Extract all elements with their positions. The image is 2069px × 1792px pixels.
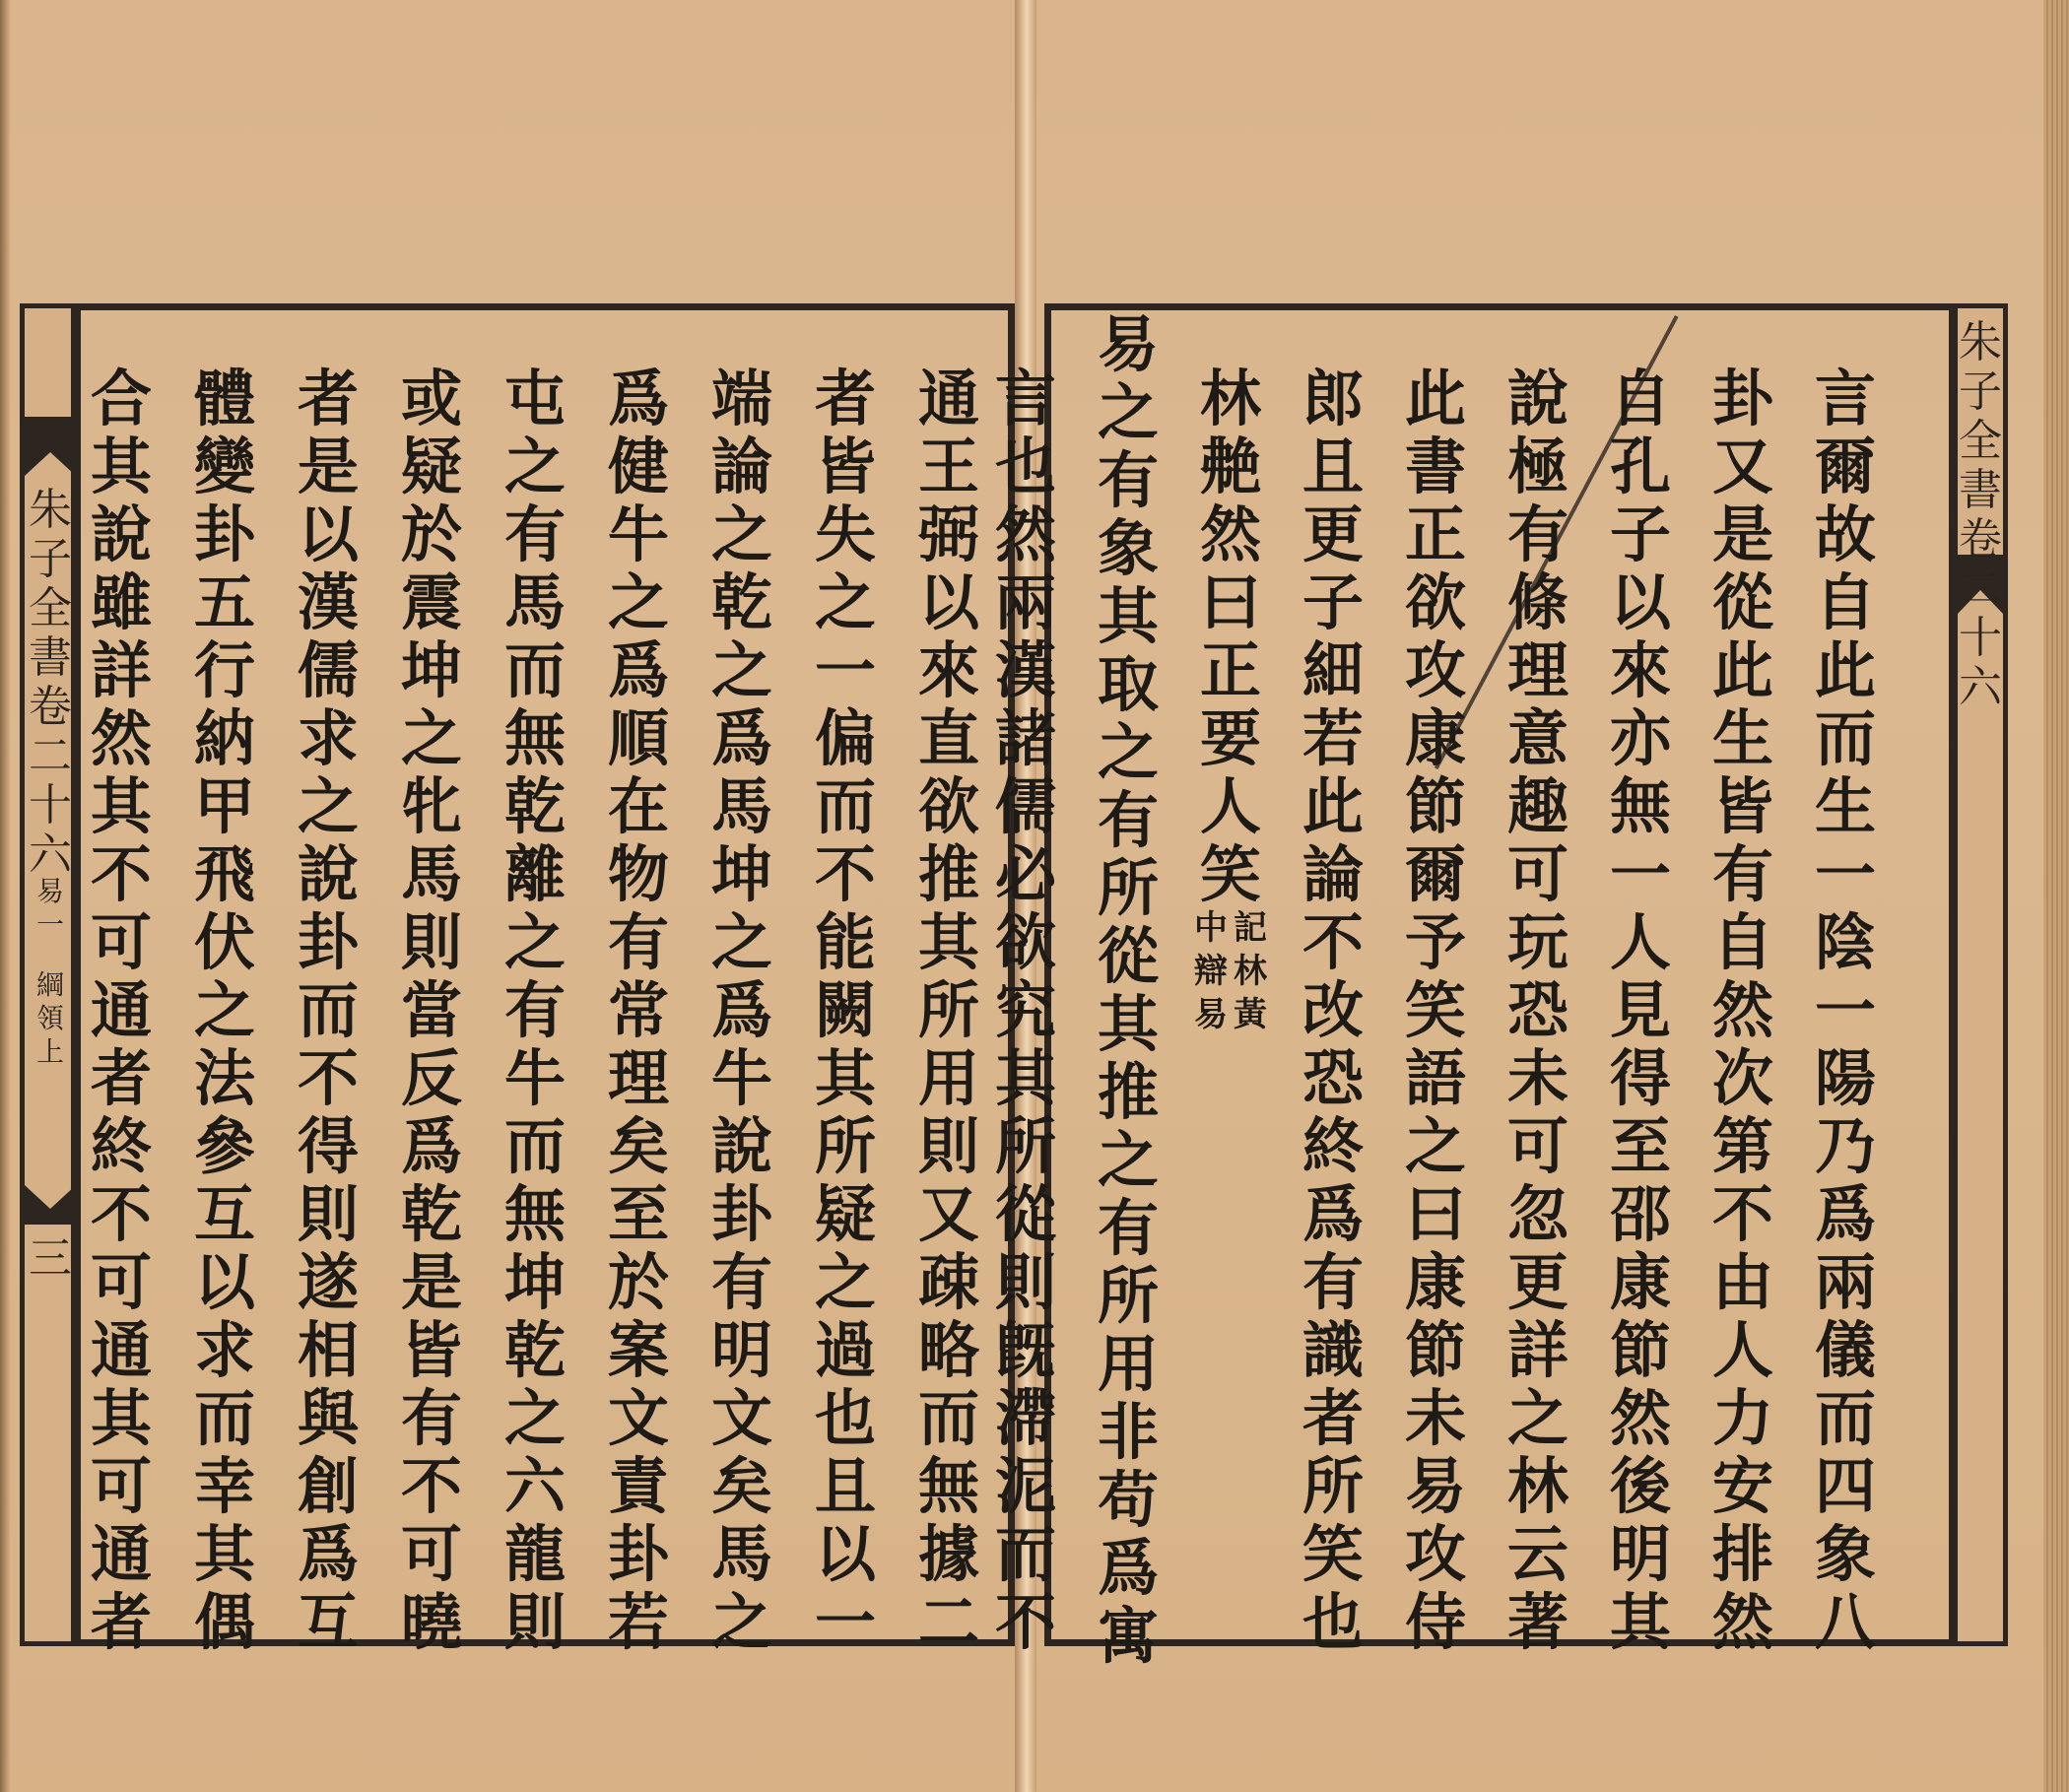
spine-page-number: 三 [29, 1233, 72, 1284]
text-column: 爲 健 牛 之 爲 順 在 物 有 常 理 矣 至 於 案 文 責 卦 若 [607, 363, 669, 1658]
spine-title: 朱 子 全 書 卷 二 十 六 [1959, 317, 2002, 712]
interlinear-note [1186, 906, 1275, 1036]
text-column: 者 是 以 漢 儒 求 之 說 卦 而 不 得 則 遂 相 與 創 爲 互 [297, 363, 359, 1658]
text-column: 合 其 說 雖 詳 然 其 不 可 通 者 終 不 可 通 其 可 通 者 [90, 363, 152, 1658]
right-margin-spine [1953, 303, 2008, 1646]
text-column: 自 孔 子 以 來 亦 無 一 人 見 得 至 邵 康 節 然 後 明 其 [1609, 363, 1671, 1658]
right-page-edge [2043, 0, 2069, 1792]
text-column: 此 書 正 欲 攻 康 節 爾 予 笑 語 之 曰 康 節 未 易 攻 侍 [1404, 363, 1466, 1658]
text-column: 通 王 弼 以 來 直 欲 推 其 所 用 則 又 疎 略 而 無 據 二 [917, 363, 979, 1658]
text-column: 卦 又 是 從 此 生 皆 有 自 然 次 第 不 由 人 力 安 排 然 [1711, 363, 1773, 1658]
text-column: 林 艴 然 曰 正 要 人 笑 [1199, 363, 1261, 910]
text-column: 說 極 有 條 理 意 趣 可 玩 恐 未 可 忽 更 詳 之 林 云 著 [1506, 363, 1568, 1658]
spine-title: 朱 子 全 書 卷 二 十 六 [29, 485, 72, 880]
note-line: 中 辯 易 [1194, 908, 1228, 1034]
text-column: 屯 之 有 馬 而 無 乾 離 之 有 牛 而 無 坤 乾 之 六 龍 則 [503, 363, 566, 1658]
spine-subsection: 綱 領 上 [35, 968, 64, 1068]
text-column-continued: 易 之 有 象 其 取 之 有 所 從 其 推 之 有 所 用 非 苟 爲 寓 [1097, 308, 1159, 1672]
text-column: 或 疑 於 震 坤 之 牝 馬 則 當 反 爲 乾 是 皆 有 不 可 曉 [400, 363, 462, 1658]
text-column: 體 變 卦 五 行 納 甲 飛 伏 之 法 參 互 以 求 而 幸 其 偶 [193, 363, 255, 1658]
text-column: 者 皆 失 之 一 偏 而 不 能 闕 其 所 疑 之 過 也 且 以 一 [814, 363, 876, 1658]
text-column: 端 論 之 乾 之 爲 馬 坤 之 爲 牛 說 卦 有 明 文 矣 馬 之 [710, 363, 772, 1658]
text-column: 言 爾 故 自 此 而 生 一 陰 一 陽 乃 爲 兩 儀 而 四 象 八 [1814, 363, 1876, 1658]
left-page-edge [0, 0, 10, 1792]
upper-fishtail-mark [25, 417, 76, 476]
spine-section: 易 一 [35, 875, 64, 941]
text-column: 郎 且 更 子 細 若 此 論 不 改 恐 終 爲 有 識 者 所 笑 也 [1301, 363, 1364, 1658]
lower-fishtail-mark [25, 1185, 76, 1225]
note-line: 記 林 黃 [1234, 908, 1267, 1034]
text-column-continued: 言 也 然 兩 漢 諸 儒 必 欲 究 其 所 從 則 旣 滯 泥 而 不 [994, 363, 1056, 1658]
